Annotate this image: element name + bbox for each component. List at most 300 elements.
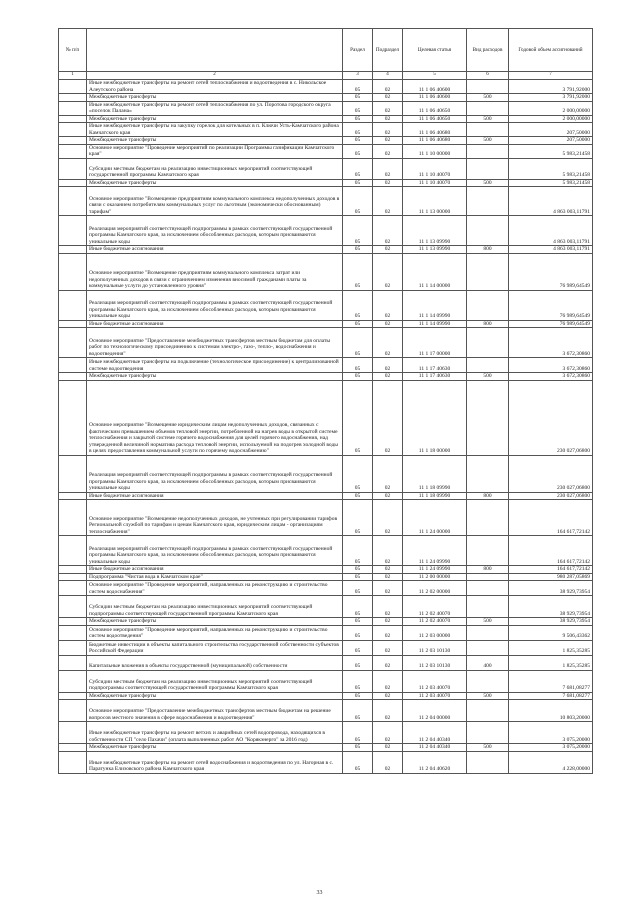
table-body (59, 80, 593, 774)
cell-expense-type (467, 216, 509, 246)
cell-num (59, 625, 87, 640)
cell-name: Основное мероприятие "Предоставление межбюджетных трансфертов местным бюджетам на решение вопросов местного значения в сфере водоснабжения и водоотведения" (87, 700, 343, 722)
column-index: 1 (59, 72, 87, 80)
cell-name: Межбюджетные трансферты (87, 94, 343, 102)
cell-podrazdel: 02 (373, 216, 403, 246)
cell-amount: 76 989,64549 (509, 320, 593, 328)
cell-name: Иные межбюджетные трансферты на ремонт сетей теплоснабжения по ул. Поротова городского округа «поселок Палана» (87, 101, 343, 115)
cell-expense-type (467, 358, 509, 373)
table-row (59, 320, 593, 328)
cell-razdel: 05 (343, 500, 373, 536)
cell-num (59, 328, 87, 358)
cell-num (59, 94, 87, 102)
cell-target-article: 11 1 13 00000 (403, 187, 467, 216)
cell-podrazdel: 02 (373, 380, 403, 455)
cell-name: Иные бюджетные ассигнования (87, 492, 343, 500)
cell-amount: 3 075,20000 (509, 744, 593, 752)
cell-name: Межбюджетные трансферты (87, 618, 343, 626)
header-name (87, 29, 343, 72)
cell-target-article: 11 2 03 40070 (403, 692, 467, 700)
cell-podrazdel: 02 (373, 536, 403, 566)
cell-amount: 3 075,20000 (509, 722, 593, 744)
cell-amount: 5 983,21458 (509, 158, 593, 179)
cell-podrazdel: 02 (373, 158, 403, 179)
cell-amount: 1 825,35285 (509, 640, 593, 655)
cell-num (59, 373, 87, 381)
table-row (59, 179, 593, 187)
cell-name: Субсидии местным бюджетам на реализацию инвестиционных мероприятий соответствующей государственной программы Камчатского края (87, 158, 343, 179)
cell-num (59, 187, 87, 216)
cell-razdel: 05 (343, 380, 373, 455)
cell-expense-type (467, 123, 509, 137)
table-row (59, 216, 593, 246)
cell-podrazdel: 02 (373, 246, 403, 254)
cell-target-article: 11 1 14 09990 (403, 290, 467, 320)
cell-num (59, 115, 87, 123)
cell-podrazdel: 02 (373, 670, 403, 692)
cell-expense-type: 500 (467, 137, 509, 145)
cell-expense-type: 500 (467, 744, 509, 752)
cell-target-article: 11 1 10 40070 (403, 158, 467, 179)
cell-podrazdel: 02 (373, 137, 403, 145)
cell-amount: 980 287,05869 (509, 573, 593, 581)
cell-name: Межбюджетные трансферты (87, 373, 343, 381)
cell-amount: 230 027,06800 (509, 380, 593, 455)
page-number: 33 (316, 890, 323, 896)
cell-expense-type (467, 80, 509, 94)
cell-podrazdel: 02 (373, 328, 403, 358)
cell-target-article: 11 2 03 10130 (403, 640, 467, 655)
cell-target-article: 11 2 02 40070 (403, 596, 467, 618)
cell-num (59, 670, 87, 692)
cell-name: Иные межбюджетные трансферты на закупку горелок для котельных в п. Ключи Усть-Камчатского района Камчатского края (87, 123, 343, 137)
cell-name: Основное мероприятие "Проведение мероприятий, направленных на реконструкцию и строительство систем водоотведения" (87, 625, 343, 640)
table-row (59, 137, 593, 145)
table-row (59, 751, 593, 773)
cell-podrazdel: 02 (373, 566, 403, 574)
cell-razdel: 05 (343, 80, 373, 94)
table-row (59, 358, 593, 373)
table-row (59, 253, 593, 290)
cell-expense-type (467, 187, 509, 216)
cell-amount: 3 672,30860 (509, 373, 593, 381)
table-row (59, 380, 593, 455)
cell-razdel: 05 (343, 137, 373, 145)
cell-num (59, 101, 87, 115)
cell-amount: 1 825,35285 (509, 655, 593, 670)
cell-razdel: 05 (343, 625, 373, 640)
table-row (59, 618, 593, 626)
cell-target-article: 11 1 13 09990 (403, 216, 467, 246)
cell-target-article: 11 2 04 40340 (403, 744, 467, 752)
cell-razdel: 05 (343, 700, 373, 722)
cell-name: Основное мероприятие "Возмещение предприятиям коммунального комплекса затрат или недополученных доходов в связи с ограничением изменения вносимой гражданами платы за коммунальные услуги до установленного уровня" (87, 253, 343, 290)
cell-name: Субсидии местным бюджетам на реализацию инвестиционных мероприятий соответствующей подпрограммы соответствующей государственной программы Камчатского края (87, 670, 343, 692)
header-target-article: Целевая статья (403, 29, 467, 72)
cell-name: Основное мероприятие "Предоставление межбюджетных трансфертов местным бюджетам для оплаты работ по технологическому присоединению к системам электро-, газо-, тепло-, водоснабжения и водоотведения" (87, 328, 343, 358)
cell-target-article: 11 1 18 00000 (403, 380, 467, 455)
cell-num (59, 596, 87, 618)
table-row (59, 655, 593, 670)
cell-podrazdel: 02 (373, 692, 403, 700)
cell-amount: 3 672,30860 (509, 328, 593, 358)
cell-name: Капитальные вложения в объекты государственной (муниципальной) собственности (87, 655, 343, 670)
cell-razdel: 05 (343, 573, 373, 581)
cell-expense-type: 500 (467, 692, 509, 700)
cell-num (59, 536, 87, 566)
cell-amount: 207,50000 (509, 123, 593, 137)
cell-expense-type: 800 (467, 492, 509, 500)
cell-num (59, 700, 87, 722)
cell-podrazdel: 02 (373, 500, 403, 536)
table-row (59, 80, 593, 94)
cell-target-article: 11 2 04 00000 (403, 700, 467, 722)
cell-target-article: 11 1 24 09990 (403, 536, 467, 566)
cell-amount: 7 681,08277 (509, 670, 593, 692)
cell-expense-type (467, 500, 509, 536)
cell-razdel: 05 (343, 596, 373, 618)
cell-razdel: 05 (343, 158, 373, 179)
table-row (59, 744, 593, 752)
cell-podrazdel: 02 (373, 123, 403, 137)
cell-num (59, 692, 87, 700)
cell-razdel: 05 (343, 744, 373, 752)
cell-amount: 164 617,72142 (509, 500, 593, 536)
cell-target-article: 11 2 04 40620 (403, 751, 467, 773)
cell-name: Межбюджетные трансферты (87, 692, 343, 700)
header-podrazdel: Подраздел (373, 29, 403, 72)
cell-name: Иные межбюджетные трансферты на ремонт сетей водоснабжения и водоотведения по ул. Нагорная в с. Паратунка Елизовского района Камчатского края (87, 751, 343, 773)
cell-razdel: 05 (343, 655, 373, 670)
cell-podrazdel: 02 (373, 179, 403, 187)
table-header-row (59, 29, 593, 72)
cell-expense-type (467, 625, 509, 640)
cell-num (59, 80, 87, 94)
cell-razdel: 05 (343, 290, 373, 320)
cell-target-article: 11 2 02 00000 (403, 581, 467, 596)
cell-amount: 38 929,73954 (509, 618, 593, 626)
cell-target-article: 11 1 06 40650 (403, 101, 467, 115)
cell-amount: 164 617,72142 (509, 566, 593, 574)
cell-num (59, 216, 87, 246)
cell-name: Основное мероприятие "Возмещение недополученных доходов, не учтенных при регулировании тарифов Региональной службой по тарифам и ценам Камчатского края, юридическим лицам - организациям теплоснабжения" (87, 500, 343, 536)
cell-num (59, 744, 87, 752)
cell-amount: 2 000,00000 (509, 101, 593, 115)
table-row (59, 187, 593, 216)
cell-num (59, 655, 87, 670)
cell-num (59, 179, 87, 187)
cell-expense-type: 500 (467, 179, 509, 187)
cell-razdel: 05 (343, 123, 373, 137)
cell-razdel: 05 (343, 692, 373, 700)
cell-expense-type (467, 596, 509, 618)
cell-razdel: 05 (343, 373, 373, 381)
cell-num (59, 455, 87, 492)
cell-podrazdel: 02 (373, 455, 403, 492)
cell-amount: 207,50000 (509, 137, 593, 145)
cell-name: Основное мероприятие "Проведение мероприятий, направленных на реконструкцию и строительство систем водоснабжения" (87, 581, 343, 596)
cell-podrazdel: 02 (373, 101, 403, 115)
cell-expense-type (467, 101, 509, 115)
cell-target-article: 11 1 24 09990 (403, 566, 467, 574)
cell-expense-type (467, 144, 509, 158)
cell-target-article: 11 1 18 09990 (403, 455, 467, 492)
cell-amount: 3 672,30860 (509, 358, 593, 373)
cell-name: Иные бюджетные ассигнования (87, 566, 343, 574)
cell-target-article: 11 2 03 00000 (403, 625, 467, 640)
table-row (59, 700, 593, 722)
cell-target-article: 11 1 06 40680 (403, 123, 467, 137)
cell-amount: 4 863 003,11791 (509, 216, 593, 246)
table-row (59, 596, 593, 618)
cell-name: Основное мероприятие "Возмещение предприятиям коммунального комплекса недополученных доходов в связи с оказанием потребителям коммунальных услуг по льготным (экономически обоснованным) тарифам" (87, 187, 343, 216)
cell-amount: 10 803,20000 (509, 700, 593, 722)
cell-podrazdel: 02 (373, 115, 403, 123)
cell-expense-type: 800 (467, 246, 509, 254)
cell-expense-type: 800 (467, 320, 509, 328)
cell-razdel: 05 (343, 216, 373, 246)
cell-name: Иные межбюджетные трансферты на ремонт ветхих и аварийных сетей водопровода, находящихся в собственности СП "село Пахачи" (оплата выполненных работ АО "Корякэнерго" за 2016 год) (87, 722, 343, 744)
table-row (59, 692, 593, 700)
cell-podrazdel: 02 (373, 700, 403, 722)
cell-num (59, 137, 87, 145)
cell-expense-type (467, 328, 509, 358)
cell-podrazdel: 02 (373, 187, 403, 216)
column-index: 7 (509, 72, 593, 80)
cell-podrazdel: 02 (373, 596, 403, 618)
cell-expense-type (467, 573, 509, 581)
column-index: 3 (343, 72, 373, 80)
column-index: 4 (373, 72, 403, 80)
cell-num (59, 640, 87, 655)
table-row (59, 536, 593, 566)
cell-num (59, 573, 87, 581)
cell-target-article: 11 1 10 00000 (403, 144, 467, 158)
cell-amount: 5 983,21458 (509, 179, 593, 187)
cell-razdel: 05 (343, 187, 373, 216)
cell-razdel: 05 (343, 455, 373, 492)
cell-amount: 4 863 003,11791 (509, 187, 593, 216)
cell-razdel: 05 (343, 94, 373, 102)
cell-expense-type (467, 640, 509, 655)
cell-num (59, 581, 87, 596)
cell-amount: 38 929,73954 (509, 581, 593, 596)
cell-num (59, 358, 87, 373)
cell-amount: 230 027,06800 (509, 492, 593, 500)
cell-target-article: 11 1 10 40070 (403, 179, 467, 187)
cell-amount: 5 983,21458 (509, 144, 593, 158)
cell-razdel: 05 (343, 246, 373, 254)
cell-expense-type: 500 (467, 618, 509, 626)
header-num: № п/п (59, 29, 87, 72)
cell-podrazdel: 02 (373, 640, 403, 655)
cell-podrazdel: 02 (373, 751, 403, 773)
table-row (59, 115, 593, 123)
cell-razdel: 05 (343, 358, 373, 373)
cell-podrazdel: 02 (373, 573, 403, 581)
cell-razdel: 05 (343, 492, 373, 500)
cell-target-article: 11 2 02 40070 (403, 618, 467, 626)
cell-num (59, 618, 87, 626)
table-row (59, 328, 593, 358)
cell-razdel: 05 (343, 722, 373, 744)
cell-name: Иные бюджетные ассигнования (87, 246, 343, 254)
cell-expense-type: 500 (467, 94, 509, 102)
cell-amount: 4 863 003,11791 (509, 246, 593, 254)
header-annual-amount: Годовой объем ассигнований (509, 29, 593, 72)
cell-podrazdel: 02 (373, 618, 403, 626)
cell-name: Межбюджетные трансферты (87, 744, 343, 752)
table-row (59, 123, 593, 137)
cell-name: Реализация мероприятий соответствующей подпрограммы в рамках соответствующей государственной программы Камчатского края, за исключением обособленных расходов, которым присваиваются уникальные коды (87, 455, 343, 492)
cell-razdel: 05 (343, 115, 373, 123)
budget-table-sheet (58, 28, 592, 774)
cell-amount: 3 791,92000 (509, 94, 593, 102)
cell-expense-type: 800 (467, 566, 509, 574)
cell-razdel: 05 (343, 328, 373, 358)
cell-expense-type (467, 751, 509, 773)
cell-name: Иные бюджетные ассигнования (87, 320, 343, 328)
cell-amount: 4 228,00000 (509, 751, 593, 773)
cell-amount: 3 791,92000 (509, 80, 593, 94)
table-row (59, 492, 593, 500)
cell-name: Межбюджетные трансферты (87, 115, 343, 123)
cell-target-article: 11 1 13 09990 (403, 246, 467, 254)
cell-razdel: 05 (343, 101, 373, 115)
table-row (59, 158, 593, 179)
table-row (59, 290, 593, 320)
column-index: 6 (467, 72, 509, 80)
cell-num (59, 320, 87, 328)
header-expense-type: Вид расходов (467, 29, 509, 72)
cell-podrazdel: 02 (373, 80, 403, 94)
cell-name: Межбюджетные трансферты (87, 137, 343, 145)
cell-razdel: 05 (343, 253, 373, 290)
cell-num (59, 751, 87, 773)
cell-podrazdel: 02 (373, 722, 403, 744)
cell-expense-type (467, 536, 509, 566)
cell-num (59, 290, 87, 320)
cell-name: Бюджетные инвестиции в объекты капитального строительства государственной собственности субъектов Российской Федерации (87, 640, 343, 655)
cell-expense-type (467, 380, 509, 455)
cell-podrazdel: 02 (373, 744, 403, 752)
cell-name: Реализация мероприятий соответствующей подпрограммы в рамках соответствующей государственной программы Камчатского края, за исключением обособленных расходов, которым присваиваются уникальные коды (87, 536, 343, 566)
cell-podrazdel: 02 (373, 94, 403, 102)
cell-podrazdel: 02 (373, 320, 403, 328)
cell-target-article: 11 1 18 09990 (403, 492, 467, 500)
cell-target-article: 11 2 03 10130 (403, 655, 467, 670)
table-row (59, 625, 593, 640)
cell-podrazdel: 02 (373, 290, 403, 320)
cell-num (59, 253, 87, 290)
cell-razdel: 05 (343, 670, 373, 692)
cell-target-article: 11 1 14 00000 (403, 253, 467, 290)
cell-razdel: 05 (343, 566, 373, 574)
cell-razdel: 05 (343, 144, 373, 158)
cell-expense-type (467, 253, 509, 290)
column-index: 2 (87, 72, 343, 80)
header-razdel: Раздел (343, 29, 373, 72)
cell-expense-type (467, 581, 509, 596)
cell-target-article: 11 1 06 40650 (403, 115, 467, 123)
cell-expense-type (467, 722, 509, 744)
cell-target-article: 11 1 06 40680 (403, 137, 467, 145)
cell-name: Основное мероприятие "Проведение мероприятий по реализации Программы газификации Камчатского края" (87, 144, 343, 158)
cell-razdel: 05 (343, 320, 373, 328)
cell-num (59, 566, 87, 574)
cell-expense-type (467, 455, 509, 492)
table-row (59, 373, 593, 381)
cell-razdel: 05 (343, 536, 373, 566)
cell-target-article: 11 1 06 40600 (403, 94, 467, 102)
table-row (59, 94, 593, 102)
cell-amount: 9 506,43362 (509, 625, 593, 640)
cell-amount: 76 989,64549 (509, 290, 593, 320)
cell-amount: 164 617,72142 (509, 536, 593, 566)
cell-podrazdel: 02 (373, 581, 403, 596)
table-row (59, 566, 593, 574)
cell-target-article: 11 1 17 40630 (403, 358, 467, 373)
table-row (59, 144, 593, 158)
table-row (59, 500, 593, 536)
column-index: 5 (403, 72, 467, 80)
cell-name: Субсидии местным бюджетам на реализацию инвестиционных мероприятий соответствующей подпрограммы соответствующей государственной программы Камчатского края (87, 596, 343, 618)
cell-target-article: 11 2 03 40070 (403, 670, 467, 692)
table-row (59, 722, 593, 744)
table-row (59, 581, 593, 596)
cell-razdel: 05 (343, 618, 373, 626)
table-row (59, 640, 593, 655)
cell-amount: 7 681,08277 (509, 692, 593, 700)
cell-target-article: 11 2 04 40340 (403, 722, 467, 744)
cell-razdel: 05 (343, 640, 373, 655)
cell-num (59, 500, 87, 536)
cell-expense-type: 500 (467, 115, 509, 123)
cell-razdel: 05 (343, 581, 373, 596)
cell-name: Иные межбюджетные трансферты на подключение (технологическое присоединение) к централизованной системе водоотведения (87, 358, 343, 373)
cell-num (59, 722, 87, 744)
cell-num (59, 380, 87, 455)
cell-name: Межбюджетные трансферты (87, 179, 343, 187)
table-row (59, 246, 593, 254)
cell-name: Иные межбюджетные трансферты на ремонт сетей теплоснабжения и водоотведения в с. Никольское Алеутского района (87, 80, 343, 94)
cell-name: Реализация мероприятий соответствующей подпрограммы в рамках соответствующей государственной программы Камчатского края, за исключением обособленных расходов, которым присваиваются уникальные коды (87, 216, 343, 246)
cell-name: Реализация мероприятий соответствующей подпрограммы в рамках соответствующей государственной программы Камчатского края, за исключением обособленных расходов, которым присваиваются уникальные коды (87, 290, 343, 320)
cell-razdel: 05 (343, 751, 373, 773)
cell-num (59, 144, 87, 158)
table-row (59, 101, 593, 115)
cell-num (59, 158, 87, 179)
cell-expense-type (467, 700, 509, 722)
table-row (59, 573, 593, 581)
cell-expense-type (467, 158, 509, 179)
cell-expense-type (467, 670, 509, 692)
cell-podrazdel: 02 (373, 253, 403, 290)
cell-name: Основное мероприятие "Возмещение юридическим лицам недополученных доходов, связанных с фактическим превышением объемов тепловой энергии, потребленной на нагрев воды в открытой системе теплоснабжения и закрытой системе горячего водоснабжения для целей горячего водоснабжения, над утвержденной величиной норматива расхода тепловой энергии, используемой на подогрев холодной воды в целях предоставления коммунальной услуги по горячему водоснабжению" (87, 380, 343, 455)
cell-expense-type: 400 (467, 655, 509, 670)
cell-target-article: 11 1 24 00000 (403, 500, 467, 536)
cell-target-article: 11 1 17 40630 (403, 373, 467, 381)
cell-amount: 38 929,73954 (509, 596, 593, 618)
cell-target-article: 11 1 17 00000 (403, 328, 467, 358)
cell-amount: 2 000,00000 (509, 115, 593, 123)
cell-razdel: 05 (343, 179, 373, 187)
cell-podrazdel: 02 (373, 373, 403, 381)
cell-amount: 230 027,06800 (509, 455, 593, 492)
cell-podrazdel: 02 (373, 625, 403, 640)
table-row (59, 670, 593, 692)
cell-target-article: 11 2 00 00000 (403, 573, 467, 581)
